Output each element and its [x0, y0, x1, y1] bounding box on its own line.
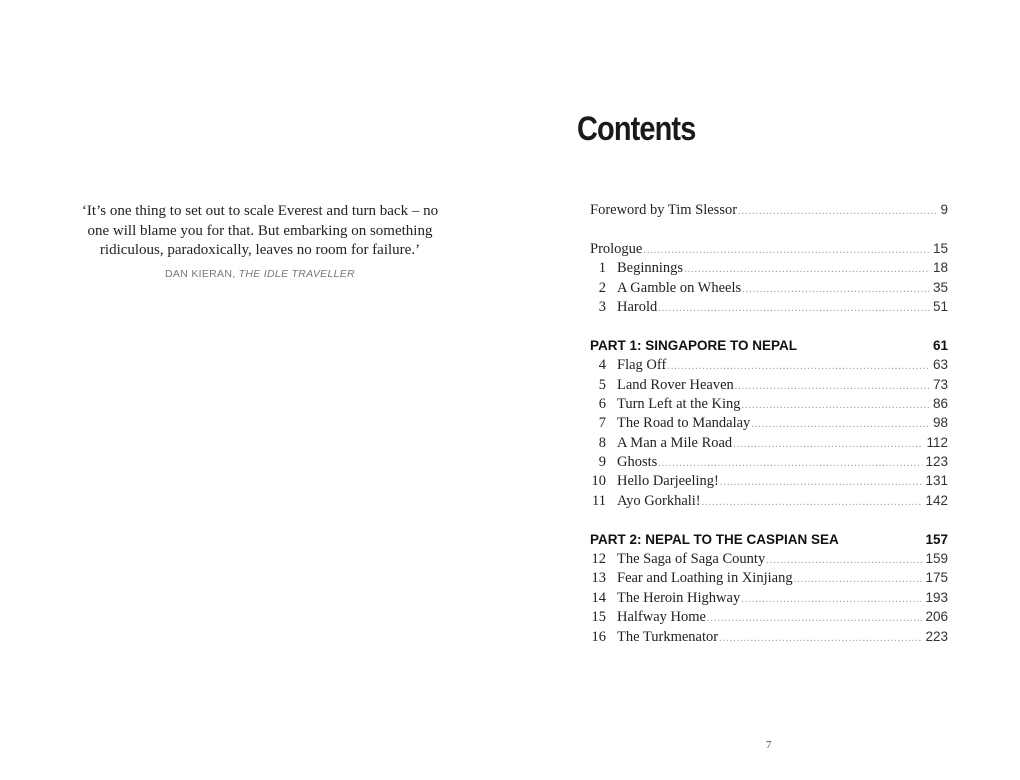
entry-title: The Road to Mandalay	[617, 415, 751, 432]
dot-leader	[735, 381, 930, 392]
chapter-number: 1	[598, 260, 606, 277]
epigraph-attribution	[70, 265, 450, 285]
dot-leader	[658, 303, 930, 314]
epigraph-work: THE IDLE TRAVELLER	[238, 267, 355, 280]
chapter-number: 9	[598, 454, 606, 471]
entry-title: Ghosts	[617, 454, 658, 471]
epigraph-quote: ‘It’s one thing to set out to scale Everest and turn back – no one will blame you for that. But embarking on something ridiculous, paradoxically, leaves no room for failure.’	[81, 203, 439, 258]
dot-leader	[766, 555, 922, 566]
dot-leader	[733, 439, 923, 450]
chapter-number: 14	[591, 589, 606, 606]
entry-title: Prologue	[590, 240, 643, 257]
entry-page-number: 86	[932, 395, 948, 411]
entry-page-number: 193	[925, 589, 948, 605]
entry-page-number: 142	[925, 492, 948, 508]
entry-page-number: 98	[932, 415, 948, 431]
entry-title: PART 1: SINGAPORE TO NEPAL	[590, 337, 798, 353]
toc-entry[interactable]	[590, 357, 948, 376]
spacer	[590, 318, 948, 337]
entry-page-number: 131	[925, 473, 948, 489]
toc-entry[interactable]	[590, 299, 948, 318]
toc-entry[interactable]	[590, 493, 948, 512]
entry-page-number: 123	[925, 454, 948, 470]
chapter-number: 3	[598, 298, 606, 315]
dot-leader	[643, 245, 930, 256]
toc-part-heading[interactable]	[590, 338, 948, 357]
entry-page-number: 223	[925, 628, 948, 644]
dot-leader	[738, 206, 937, 217]
dot-leader	[751, 419, 930, 430]
toc-entry[interactable]	[590, 396, 948, 415]
entry-title: Hello Darjeeling!	[617, 473, 719, 490]
toc-entry[interactable]	[590, 377, 948, 396]
page-title: Contents	[577, 110, 696, 148]
dot-leader	[742, 400, 930, 411]
entry-title: Beginnings	[617, 260, 684, 277]
dot-leader	[684, 264, 930, 275]
entry-page-number: 51	[932, 298, 948, 314]
entry-page-number: 73	[932, 376, 948, 392]
dot-leader	[658, 458, 922, 469]
entry-page-number: 157	[925, 531, 948, 547]
dot-leader	[742, 284, 930, 295]
chapter-number: 4	[598, 357, 606, 374]
entry-page-number: 112	[926, 434, 948, 450]
entry-title: Ayo Gorkhali!	[617, 492, 701, 509]
entry-title: The Heroin Highway	[617, 589, 741, 606]
entry-page-number: 15	[932, 240, 948, 256]
toc-entry[interactable]	[590, 280, 948, 299]
entry-title: The Saga of Saga County	[617, 551, 766, 568]
toc-entry[interactable]	[590, 590, 948, 609]
entry-title: Land Rover Heaven	[617, 376, 734, 393]
dot-leader	[707, 613, 922, 624]
entry-title: Fear and Loathing in Xinjiang	[617, 570, 793, 587]
toc-entry[interactable]	[590, 415, 948, 434]
entry-title: A Gamble on Wheels	[617, 279, 742, 296]
page-number: 7	[766, 739, 772, 751]
entry-title: PART 2: NEPAL TO THE CASPIAN SEA	[590, 531, 839, 547]
toc-entry[interactable]	[590, 454, 948, 473]
toc-entry[interactable]	[590, 435, 948, 454]
chapter-number: 15	[591, 609, 606, 626]
table-of-contents	[590, 202, 948, 648]
chapter-number: 8	[598, 434, 606, 451]
entry-page-number: 175	[925, 570, 948, 586]
chapter-number: 2	[598, 279, 606, 296]
chapter-number: 11	[592, 492, 606, 509]
entry-title: The Turkmenator	[617, 628, 719, 645]
entry-title: Harold	[617, 298, 658, 315]
entry-title: Halfway Home	[617, 609, 706, 626]
spacer	[590, 512, 948, 531]
toc-entry[interactable]	[590, 629, 948, 648]
entry-page-number: 61	[932, 337, 948, 353]
dot-leader	[667, 361, 930, 372]
toc-entry[interactable]	[590, 241, 948, 260]
chapter-number: 16	[591, 628, 606, 645]
entry-page-number: 63	[932, 357, 948, 373]
toc-entry[interactable]	[590, 570, 948, 589]
chapter-number: 12	[591, 551, 606, 568]
toc-entry[interactable]	[590, 202, 948, 221]
chapter-number: 5	[598, 376, 606, 393]
toc-entry[interactable]	[590, 473, 948, 492]
dot-leader	[741, 594, 922, 605]
dot-leader	[719, 633, 922, 644]
entry-page-number: 159	[925, 551, 948, 567]
entry-title: Turn Left at the King	[617, 395, 741, 412]
epigraph	[70, 202, 450, 284]
spacer	[590, 221, 948, 240]
entry-page-number: 9	[940, 202, 948, 217]
entry-page-number: 206	[925, 609, 948, 625]
dot-leader	[794, 574, 923, 585]
toc-entry[interactable]	[590, 260, 948, 279]
entry-title: Flag Off	[617, 357, 667, 374]
toc-entry[interactable]	[590, 609, 948, 628]
chapter-number: 13	[591, 570, 606, 587]
dot-leader	[702, 497, 923, 508]
entry-title: Foreword by Tim Slessor	[590, 202, 738, 218]
chapter-number: 7	[598, 415, 606, 432]
epigraph-author: DAN KIERAN,	[165, 267, 236, 280]
dot-leader	[720, 477, 923, 488]
chapter-number: 6	[598, 395, 606, 412]
entry-page-number: 18	[932, 260, 948, 276]
entry-title: A Man a Mile Road	[617, 434, 733, 451]
chapter-number: 10	[591, 473, 606, 490]
toc-part-heading[interactable]	[590, 532, 948, 551]
entry-page-number: 35	[932, 279, 948, 295]
toc-entry[interactable]	[590, 551, 948, 570]
